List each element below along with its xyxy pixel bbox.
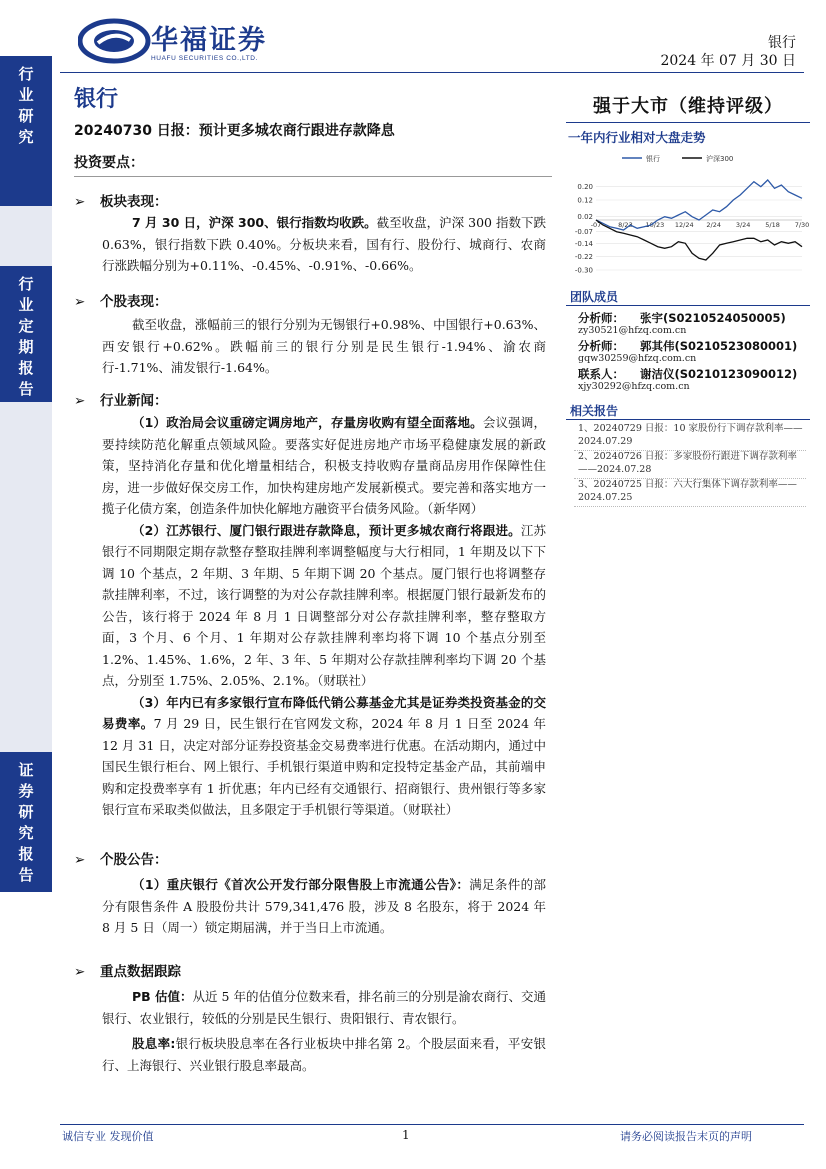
- x-tick-label: -07: [590, 221, 602, 229]
- section-heading-announcements: ➢ 个股公告：: [74, 852, 168, 868]
- footer-slogan: 诚信专业 发现价值: [62, 1130, 154, 1143]
- header-divider: [60, 72, 804, 73]
- related-report-link[interactable]: 3、20240725 日报：六大行集体下调存款利率——2024.07.25: [578, 479, 797, 503]
- data-tracking-paragraphs: PB 估值：从近 5 年的估值分位数来看，排名前三的分别是渝农商行、交通银行、农业银行，较低的分别是民生银行、贵阳银行、青农银行。 股息率:银行板块股息率在各行业板块中排名第 2。个股层面来看，平安银行、上海银行、兴业银行股息率最高。: [102, 989, 546, 1073]
- bullet-arrow-icon: ➢: [74, 194, 86, 210]
- y-tick-label: -0.14: [574, 239, 593, 248]
- bullet-arrow-icon: ➢: [74, 294, 86, 310]
- y-tick-label: 0.20: [577, 183, 593, 192]
- analyst-1-email: zy30521@hfzq.com.cn: [578, 325, 687, 336]
- page-number: 1: [402, 1128, 410, 1142]
- analyst-2-email: gqw30259@hfzq.com.cn: [578, 353, 697, 364]
- x-tick-label: 2/24: [706, 221, 722, 229]
- sidebar-tab-securities-research: 证券研究报告: [0, 752, 52, 892]
- footer-disclaimer: 请务必阅读报告末页的声明: [620, 1130, 752, 1143]
- header-date: 2024 年 07 月 30 日: [660, 53, 796, 69]
- header-industry: 银行: [768, 35, 796, 51]
- y-tick-label: -0.30: [574, 266, 593, 275]
- footer-divider: [60, 1124, 804, 1125]
- report-subtitle: 20240730 日报：预计更多城农商行跟进存款降息: [74, 123, 395, 139]
- sector-performance-paragraph: 7 月 30 日，沪深 300、银行指数均收跌。截至收盘，沪深 300 指数下跌 0.63%，银行指数下跌 0.40%。分板块来看，国有行、股份行、城商行、农商行涨跌幅分别为+0.11%、-0.45%、-0.91%、-0.66%。: [102, 215, 546, 273]
- bullet-arrow-icon: ➢: [74, 393, 86, 409]
- x-tick-label: 3/24: [735, 221, 751, 229]
- sidebar-gap: [0, 402, 52, 752]
- legend-bank-label: 银行: [646, 155, 660, 163]
- legend-hs300-label: 沪深300: [706, 155, 734, 163]
- key-points-heading: 投资要点：: [74, 155, 144, 171]
- report-title: 银行: [74, 87, 119, 112]
- section-heading-news: ➢ 行业新闻：: [74, 393, 168, 409]
- section-heading-data-tracking: ➢ 重点数据跟踪: [74, 964, 181, 980]
- x-tick-label: 8/23: [618, 221, 633, 229]
- x-tick-label: 7/30: [794, 221, 810, 229]
- team-heading: 团队成员: [570, 290, 619, 304]
- bullet-arrow-icon: ➢: [74, 852, 86, 868]
- relative-performance-chart: [566, 148, 810, 276]
- bullet-arrow-icon: ➢: [74, 964, 86, 980]
- logo-text-en: HUAFU SECURITIES CO.,LTD.: [151, 55, 258, 62]
- rating-label: 强于大市（维持评级）: [593, 96, 783, 117]
- contact-person: 联系人： 谢洁仪(S0210123090012): [578, 367, 798, 381]
- y-tick-label: 0.02: [577, 213, 593, 222]
- sidebar-tab-periodic-report: 行业定期报告: [0, 266, 52, 402]
- chart-title: 一年内行业相对大盘走势: [568, 130, 706, 145]
- announcement-paragraph: （1）重庆银行《首次公开发行部分限售股上市流通公告》：满足条件的部分有限售条件 A 股股份共计 579,341,476 股，涉及 8 名股东，将于 2024 年 8 月 5 日（周一）锁定期届满，并于当日上市流通。: [102, 877, 546, 935]
- y-tick-label: -0.22: [574, 253, 593, 262]
- analyst-1: 分析师： 张宇(S0210524050005): [578, 311, 786, 325]
- team-rule: [566, 305, 810, 306]
- news-paragraphs: （1）政治局会议重磅定调房地产，存量房收购有望全面落地。会议强调，要持续防范化解重点领域风险。要落实好促进房地产市场平稳健康发展的新政策，坚持消化存量和优化增量相结合，积极支持收购存量商品房用作保障性住房，进一步做好保交房工作，加快构建房地产发展新模式。要完善和落实地方一揽子化债方案，创造条件加快化解地方融资平台债务风险。（新华网） （2）江苏银行、厦门银行跟进存款降息，预计更多城农商行将跟进。江苏银行不同期限定期存款整存整取挂牌利率调整幅度与大行相同，1 年期及以下下调 10 个基点，2 年期、3 年期、5 年期下调 20 个基点。厦门银行也将调整存款挂牌利率，不过，该行调整的为对公存款挂牌利率。根据厦门银行最新发布的公告，该行将于 2024 年 8 月 1 日调整部分对公存款挂牌利率，整存整取方面，3 个月、6 个月、1 年期对公存款挂牌利率均将下调 10 个基点分别至 1.2%、1.45%、1.6%，2 年、3 年、5 年期对公存款挂牌利率均下调 20 个基点，分别至 1.75%、2.05%、2.1%。（财联社） （3）年内已有多家银行宣布降低代销公募基金尤其是证券类投资基金的交易费率。7 月 29 日，民生银行在官网发文称，2024 年 8 月 1 日至 2024 年 12 月 31 日，决定对部分证券投资基金交易费率进行优惠。在活动期内，通过中国民生银行柜台、网上银行、手机银行渠道申购和定投特定基金产品，其前端申购和定投费率享有 1 折优惠；年内已经有交通银行、招商银行、贵州银行等多家银行宣布采取类似做法，且多限定于手机银行等渠道。（财联社）: [102, 415, 546, 817]
- x-tick-label: 10/23: [645, 221, 665, 229]
- stock-performance-paragraph: 截至收盘，涨幅前三的银行分别为无锡银行+0.98%、中国银行+0.63%、西安银行+0.62%。跌幅前三的银行分别是民生银行-1.94%、渝农商行-1.71%、浦发银行-1.64%。: [102, 317, 546, 375]
- section-heading-stocks: ➢ 个股表现：: [74, 294, 168, 310]
- related-reports-rule: [566, 419, 810, 420]
- x-tick-label: 12/24: [674, 221, 694, 229]
- sidebar-gap: [0, 206, 52, 266]
- related-report-link[interactable]: 2、20240726 日报：多家股份行跟进下调存款利率——2024.07.28: [578, 451, 797, 475]
- rating-rule: [566, 122, 810, 123]
- related-separator: [574, 506, 806, 507]
- y-tick-label: 0.12: [577, 196, 593, 205]
- key-points-rule: [74, 176, 552, 177]
- y-tick-label: -0.07: [574, 228, 593, 237]
- contact-person-email: xjy30292@hfzq.com.cn: [578, 381, 690, 392]
- section-heading-sector: ➢ 板块表现：: [74, 194, 168, 210]
- x-tick-label: 5/18: [765, 221, 780, 229]
- logo-text-cn: 华福证券: [151, 25, 267, 56]
- related-reports-heading: 相关报告: [570, 404, 619, 418]
- sidebar-tab-industry-research: 行业研究: [0, 56, 52, 206]
- analyst-2: 分析师： 郭其伟(S0210523080001): [578, 339, 798, 353]
- related-report-link[interactable]: 1、20240729 日报：10 家股份行下调存款利率——2024.07.29: [578, 423, 803, 447]
